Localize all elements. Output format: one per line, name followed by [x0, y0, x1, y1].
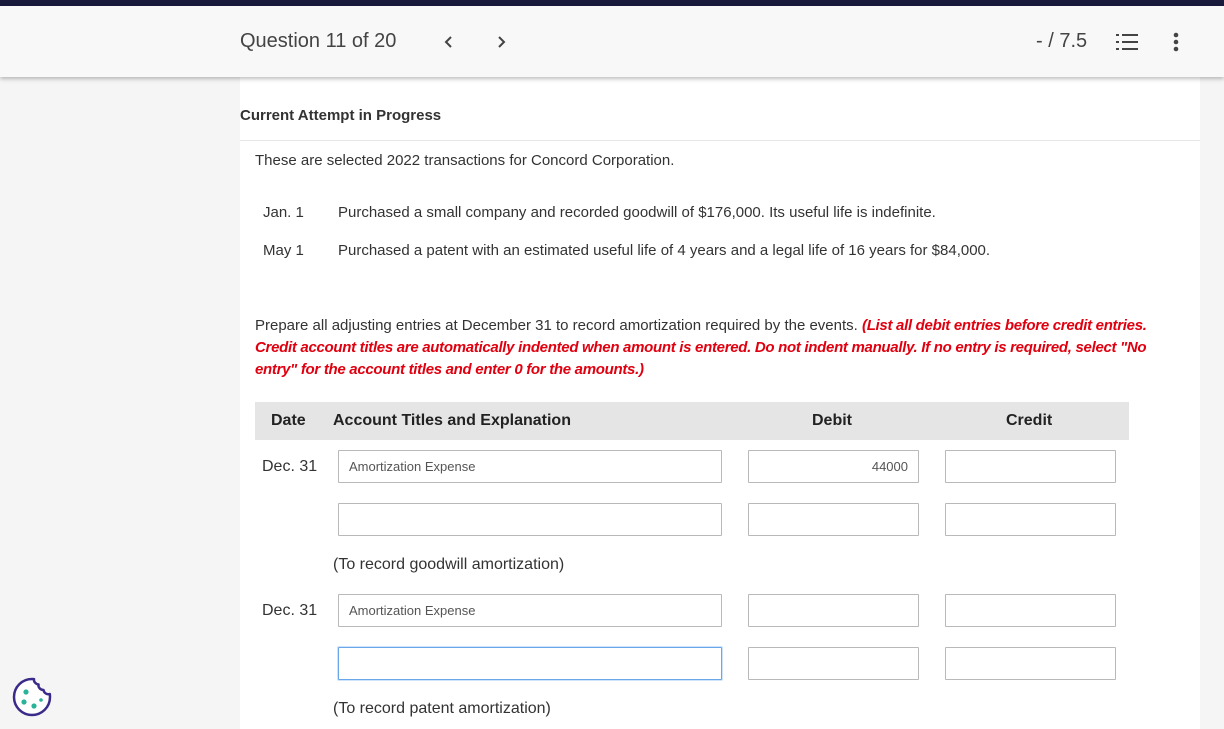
transaction-description: Purchased a small company and recorded goodwill of $176,000. Its useful life is indefinite. — [338, 204, 936, 221]
credit-input[interactable] — [945, 647, 1116, 680]
debit-input[interactable] — [748, 647, 919, 680]
entry-explanation: (To record goodwill amortization) — [333, 556, 565, 573]
credit-input[interactable] — [945, 594, 1116, 627]
account-title-input[interactable] — [338, 503, 722, 536]
instructions-text: Prepare all adjusting entries at December 31 to record amortization required by the events. — [255, 317, 862, 334]
credit-column-header: Credit — [1006, 412, 1053, 429]
entry-date: Dec. 31 — [262, 458, 318, 475]
divider — [240, 140, 1200, 141]
question-header — [0, 6, 1224, 77]
debit-column-header: Debit — [812, 412, 852, 429]
numbered-list-icon — [1116, 32, 1138, 52]
transaction-date: May 1 — [263, 242, 304, 259]
previous-question-button[interactable] — [437, 28, 461, 56]
score-display: - / 7.5 — [1036, 30, 1088, 52]
debit-input[interactable]: 44000 — [748, 450, 919, 483]
question-list-button[interactable] — [1114, 30, 1140, 54]
instructions — [255, 315, 1185, 381]
debit-input[interactable] — [748, 503, 919, 536]
credit-input[interactable] — [945, 450, 1116, 483]
cookie-settings-button[interactable] — [12, 677, 52, 717]
entry-explanation: (To record patent amortization) — [333, 700, 551, 717]
question-intro: These are selected 2022 transactions for Concord Corporation. — [255, 152, 675, 169]
cookie-icon — [12, 677, 52, 717]
credit-input[interactable] — [945, 503, 1116, 536]
more-vertical-icon — [1173, 32, 1179, 52]
journal-table-header — [255, 402, 1129, 440]
debit-input[interactable] — [748, 594, 919, 627]
account-column-header: Account Titles and Explanation — [333, 412, 571, 429]
question-content — [240, 77, 1200, 729]
transaction-description: Purchased a patent with an estimated useful life of 4 years and a legal life of 16 years for $84,000. — [338, 242, 991, 259]
instructions-emphasis: (List all debit entries before credit entries. Credit account titles are automatically indented when amount is entered. Do not indent manually. If no entry is required, select "No entry" for the account titles and enter 0 for the amounts.) — [255, 317, 1147, 378]
account-title-input[interactable]: Amortization Expense — [338, 594, 722, 627]
account-title-input[interactable]: Amortization Expense — [338, 450, 722, 483]
attempt-status: Current Attempt in Progress — [240, 107, 442, 124]
chevron-right-icon — [495, 34, 507, 50]
transaction-date: Jan. 1 — [263, 204, 304, 221]
date-column-header: Date — [271, 412, 306, 429]
more-options-button[interactable] — [1164, 30, 1188, 54]
entry-date: Dec. 31 — [262, 602, 318, 619]
question-counter: Question 11 of 20 — [240, 30, 397, 52]
next-question-button[interactable] — [489, 28, 513, 56]
account-title-input[interactable] — [338, 647, 722, 680]
chevron-left-icon — [443, 34, 455, 50]
